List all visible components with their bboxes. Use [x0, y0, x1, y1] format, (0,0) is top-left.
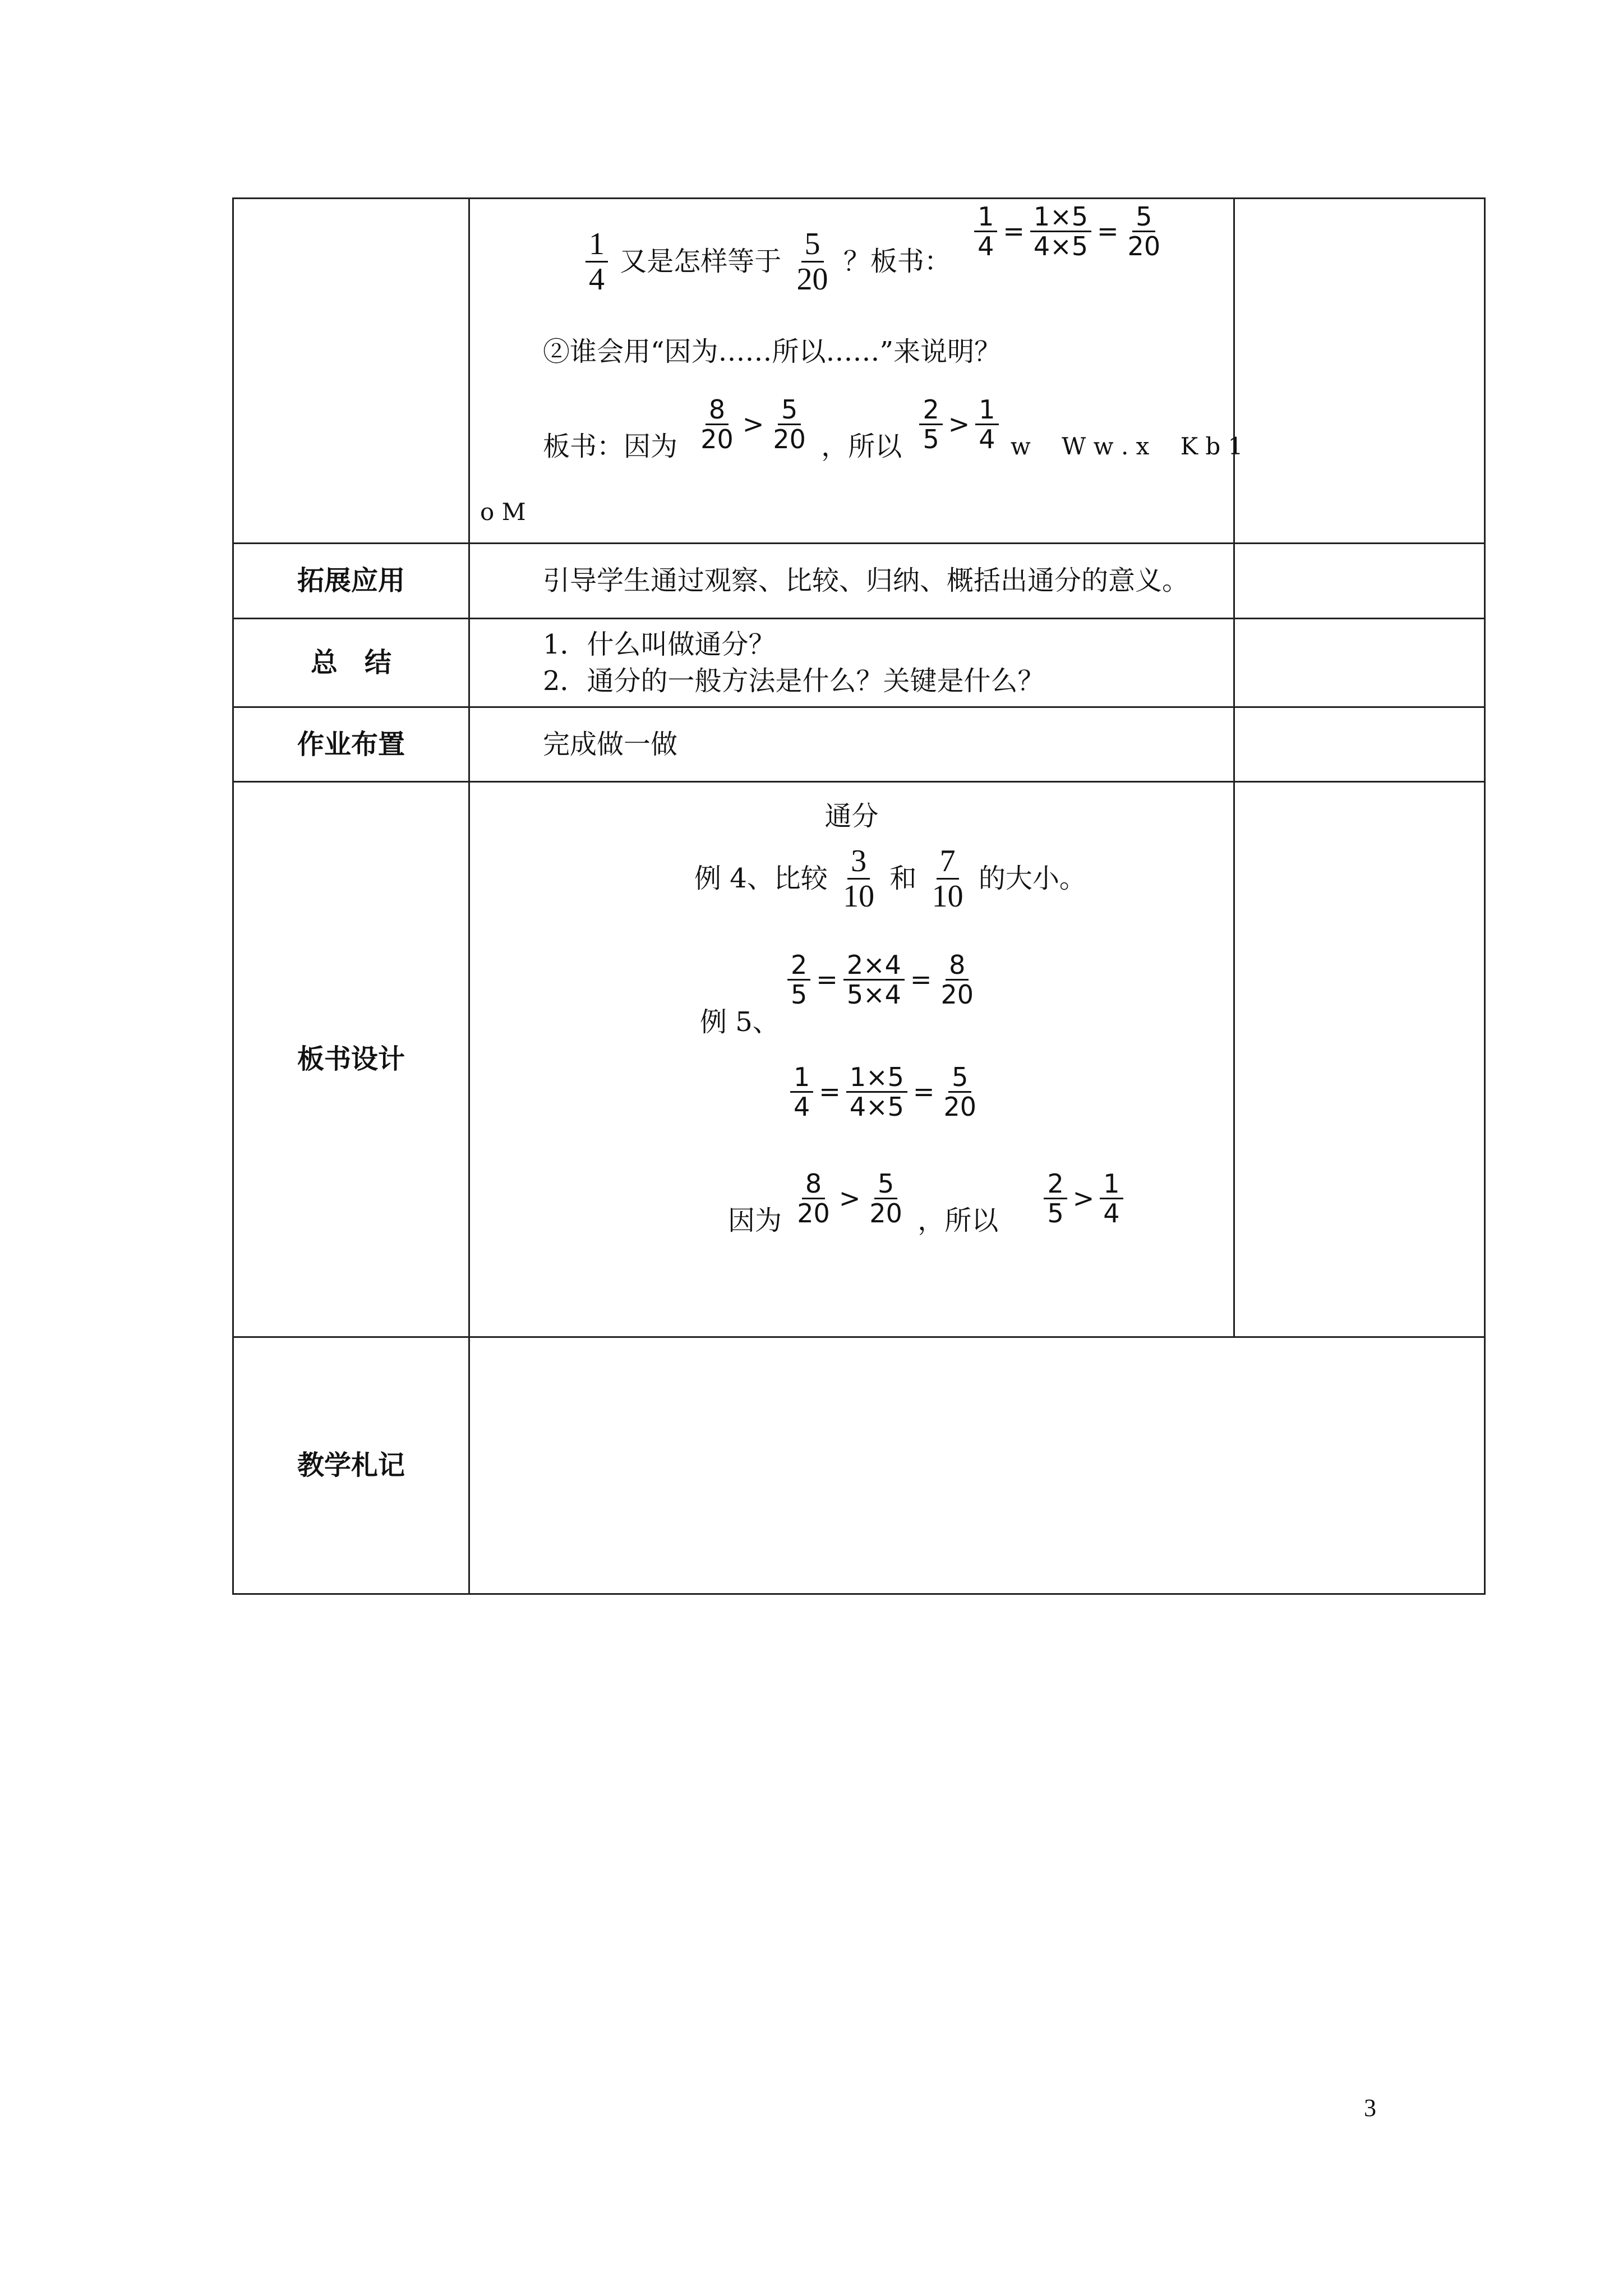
greater-than-sign: > — [838, 1183, 861, 1214]
compare-inequality-2 — [1040, 1170, 1126, 1227]
greater-than-sign: > — [948, 409, 970, 440]
equals-sign: = — [1003, 216, 1025, 247]
summary-notes-cell — [1234, 619, 1485, 707]
question-text: 又是怎样等于 — [620, 246, 782, 278]
fraction-denominator: 4 — [794, 1092, 810, 1122]
watermark-text-continued: o M — [480, 498, 526, 526]
fraction-denominator: 20 — [940, 979, 974, 1010]
fraction-numerator: 5 — [778, 395, 801, 425]
fraction-denominator: 10 — [843, 879, 875, 914]
row-extension — [233, 544, 1485, 619]
conclusion-line — [728, 1168, 1127, 1237]
fraction-denominator: 4 — [589, 262, 605, 297]
fraction-seven-tenths — [929, 844, 967, 913]
homework-label: 作业布置 — [233, 707, 469, 782]
fraction — [974, 203, 997, 260]
board-line-3 — [543, 394, 1243, 463]
fraction-denominator: 5 — [1047, 1198, 1064, 1228]
fraction — [794, 1170, 833, 1227]
row-board-design — [233, 782, 1485, 1337]
homework-content: 完成做一做 — [469, 707, 1234, 782]
fraction-denominator: 4×5 — [849, 1092, 904, 1122]
fraction-denominator: 4 — [979, 424, 995, 454]
row-homework — [233, 707, 1485, 782]
row-teaching-notes — [233, 1337, 1485, 1594]
extension-content: 引导学生通过观察、比较、归纳、概括出通分的意义。 — [469, 544, 1234, 619]
fraction-denominator: 20 — [797, 1198, 830, 1228]
row1-label-cell — [233, 199, 469, 544]
fraction — [975, 395, 998, 453]
size-text: 的大小。 — [978, 863, 1086, 895]
example-5-equation-2 — [787, 1063, 983, 1121]
greater-than-sign: > — [742, 409, 764, 440]
board-title: 通分 — [824, 800, 879, 832]
teaching-notes-label: 教学札记 — [233, 1337, 469, 1594]
fraction-numerator: 1×5 — [1030, 203, 1091, 232]
fraction-numerator: 1 — [585, 227, 608, 263]
extension-label: 拓展应用 — [233, 544, 469, 619]
example-4-text: 例 4、比较 — [694, 863, 828, 895]
fraction — [1030, 203, 1091, 260]
fraction — [790, 1063, 813, 1121]
board-label-text: ？板书： — [843, 246, 951, 278]
fraction-numerator: 2×4 — [843, 951, 905, 981]
fraction-denominator: 5 — [923, 424, 939, 454]
fraction-denominator: 20 — [1127, 231, 1161, 261]
fraction-numerator: 1 — [790, 1063, 813, 1093]
fraction-denominator: 4×5 — [1033, 231, 1088, 261]
equation-expand — [971, 203, 1167, 260]
row-continued-content — [233, 199, 1485, 544]
teaching-notes-content — [469, 1337, 1485, 1594]
summary-content — [469, 619, 1234, 707]
fraction-numerator: 5 — [874, 1170, 897, 1199]
greater-than-sign: > — [1072, 1183, 1095, 1214]
fraction-denominator: 20 — [796, 262, 828, 297]
fraction — [1100, 1170, 1123, 1227]
lesson-plan-table — [232, 197, 1486, 1595]
fraction-denominator: 20 — [700, 424, 734, 454]
fraction-numerator: 8 — [706, 395, 728, 425]
fraction-denominator: 20 — [773, 424, 806, 454]
row1-content-cell — [469, 199, 1243, 544]
example-4-line — [694, 844, 1086, 913]
fraction — [866, 1170, 906, 1227]
fraction-numerator: 1 — [974, 203, 997, 232]
fraction-denominator: 4 — [978, 231, 994, 261]
fraction-numerator: 1 — [975, 395, 998, 425]
fraction — [843, 951, 905, 1009]
fraction — [1124, 203, 1164, 260]
row1-notes-cell — [1234, 199, 1485, 544]
fraction-numerator: 8 — [802, 1170, 825, 1199]
board-line-1 — [582, 201, 1167, 297]
fraction — [1044, 1170, 1067, 1227]
fraction-three-tenths — [840, 844, 878, 913]
page-number: 3 — [1364, 2094, 1376, 2122]
fraction-denominator: 5 — [791, 979, 808, 1010]
fraction-numerator: 8 — [946, 951, 969, 981]
compare-inequality-2 — [916, 395, 1002, 453]
fraction-numerator: 2 — [919, 395, 942, 425]
fraction-numerator: 2 — [1044, 1170, 1067, 1199]
equals-sign: = — [910, 964, 932, 995]
fraction — [787, 951, 810, 1009]
board-design-notes-cell — [1234, 782, 1485, 1337]
fraction-denominator: 10 — [932, 879, 963, 914]
compare-inequality-1 — [790, 1170, 909, 1227]
fraction — [937, 951, 977, 1009]
equals-sign: = — [912, 1076, 935, 1107]
so-text: ，所以 — [917, 1205, 999, 1237]
fraction-denominator: 5×4 — [846, 979, 901, 1010]
fraction-denominator: 20 — [943, 1092, 976, 1122]
fraction-numerator: 1×5 — [846, 1063, 907, 1093]
summary-item: 1．什么叫做通分？ — [543, 628, 776, 660]
fraction-denominator: 4 — [1103, 1198, 1120, 1228]
equals-sign: = — [819, 1076, 841, 1107]
summary-item: 2．通分的一般方法是什么？关键是什么？ — [543, 665, 1045, 697]
example-5-equation-1 — [784, 951, 980, 1009]
fraction-one-quarter — [585, 227, 608, 296]
board-line-2: ②谁会用“因为……所以……”来说明？ — [543, 336, 1002, 367]
fraction-numerator: 3 — [847, 844, 870, 880]
fraction-numerator: 5 — [948, 1063, 971, 1093]
fraction — [940, 1063, 980, 1121]
example-5-label: 例 5、 — [700, 1006, 780, 1038]
and-text: 和 — [889, 863, 917, 895]
fraction — [697, 395, 737, 453]
row-summary — [233, 619, 1485, 707]
because-text: 因为 — [728, 1205, 782, 1237]
fraction-numerator: 5 — [1132, 203, 1155, 232]
board-design-content — [469, 782, 1234, 1337]
board-design-label: 板书设计 — [233, 782, 469, 1337]
summary-label: 总 结 — [233, 619, 469, 707]
fraction-numerator: 2 — [787, 951, 810, 981]
watermark-text: w W w . x K b 1 — [1010, 432, 1243, 461]
extension-notes-cell — [1234, 544, 1485, 619]
so-text: ，所以 — [821, 431, 902, 463]
fraction-denominator: 20 — [869, 1198, 902, 1228]
homework-notes-cell — [1234, 707, 1485, 782]
fraction-five-twentieths — [794, 227, 832, 296]
compare-inequality-1 — [694, 395, 813, 453]
fraction-numerator: 5 — [801, 227, 824, 263]
fraction — [919, 395, 942, 453]
equals-sign: = — [816, 964, 838, 995]
fraction — [846, 1063, 907, 1121]
equals-sign: = — [1097, 216, 1119, 247]
fraction-numerator: 1 — [1100, 1170, 1123, 1199]
fraction — [769, 395, 809, 453]
fraction-numerator: 7 — [937, 844, 959, 880]
because-text: 板书：因为 — [543, 431, 678, 463]
